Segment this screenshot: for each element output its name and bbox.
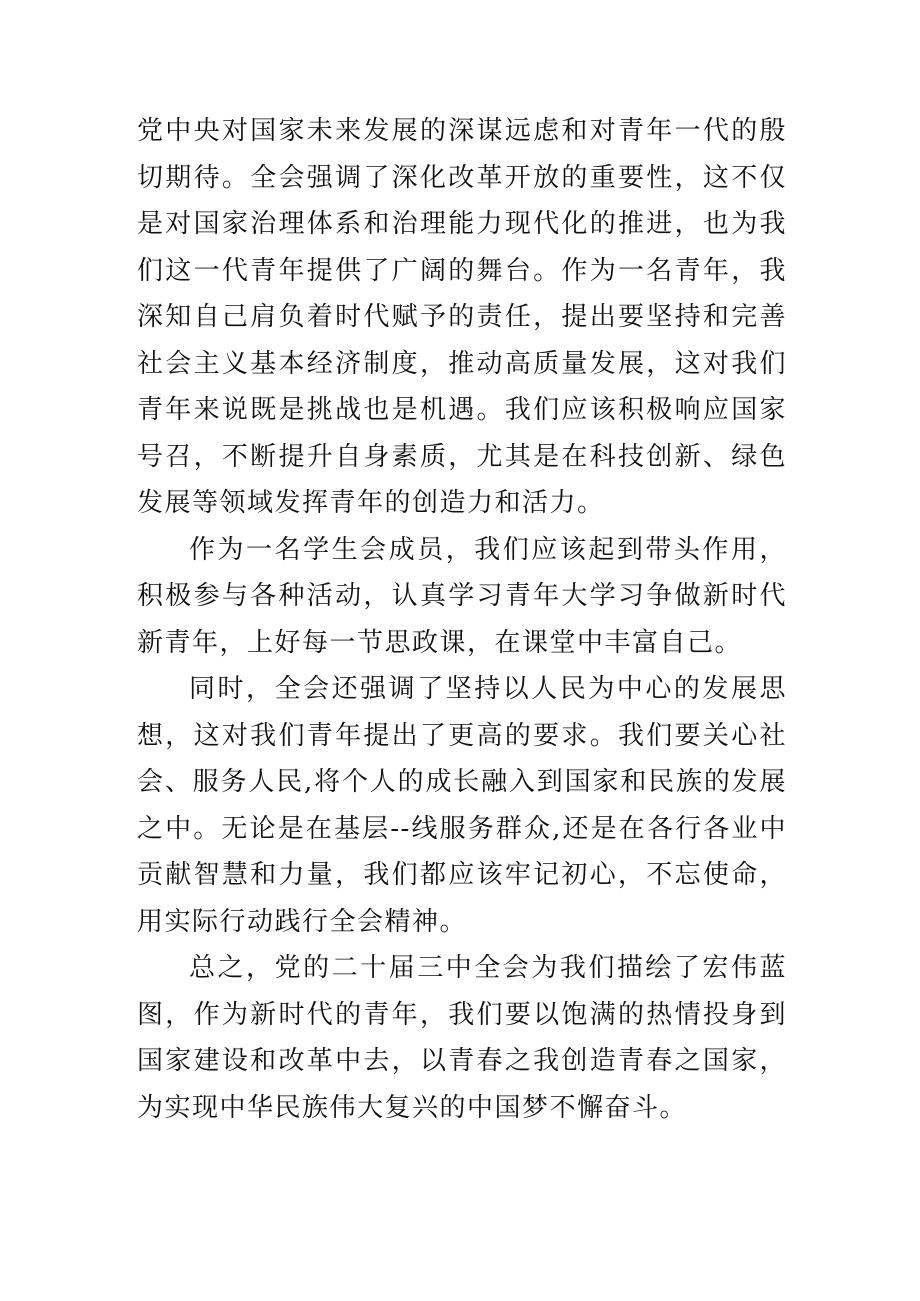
paragraph-4: 总之，党的二十届三中全会为我们描绘了宏伟蓝图，作为新时代的青年，我们要以饱满的热情投身到国家建设和改革中去，以青春之我创造青春之国家，为实现中华民族伟大复兴的中国梦不懈奋斗。 [137, 953, 787, 1123]
document-body [137, 108, 787, 1131]
paragraph-3: 同时，全会还强调了坚持以人民为中心的发展思想，这对我们青年提出了更高的要求。我们要关心社会、服务人民,将个人的成长融入到国家和民族的发展之中。无论是在基层--线服务群众,还是在各行各业中贡献智慧和力量，我们都应该牢记初心，不忘使命，用实际行动践行全会精神。 [137, 674, 787, 937]
paragraph-1: 党中央对国家未来发展的深谋远虑和对青年一代的殷切期待。全会强调了深化改革开放的重要性，这不仅是对国家治理体系和治理能力现代化的推进，也为我们这一代青年提供了广阔的舞台。作为一名青年，我深知自己肩负着时代赋予的责任，提出要坚持和完善社会主义基本经济制度，推动高质量发展，这对我们青年来说既是挑战也是机遇。我们应该积极响应国家号召，不断提升自身素质，尤其是在科技创新、绿色发展等领域发挥青年的创造力和活力。 [137, 116, 787, 518]
paragraph-2: 作为一名学生会成员，我们应该起到带头作用，积极参与各种活动，认真学习青年大学习争做新时代新青年，上好每一节思政课，在课堂中丰富自己。 [137, 534, 787, 658]
